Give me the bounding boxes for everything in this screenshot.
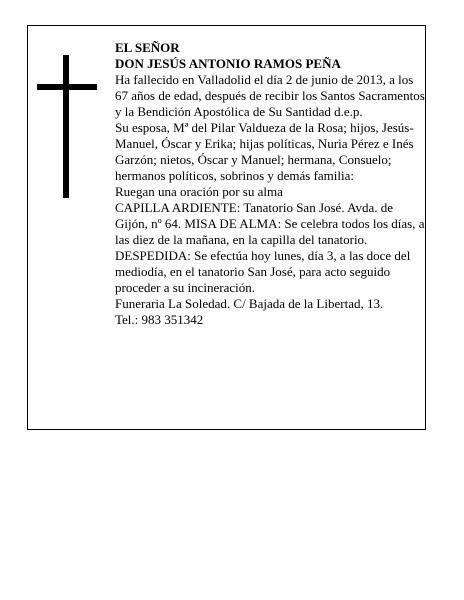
chapel-info: CAPILLA ARDIENTE: Tanatorio San José. Avda. de Gijón, nº 64. MISA DE ALMA: Se celebra todos los días, a las diez de la mañana, en la capilla del tanatorio. [115, 200, 425, 247]
obituary-heading: EL SEÑOR [115, 40, 180, 55]
funeral-home: Funeraria La Soledad. C/ Bajada de la Libertad, 13. [115, 296, 384, 311]
family-list: Su esposa, Mª del Pilar Valdueza de la Rosa; hijos, Jesús-Manuel, Óscar y Erika; hijas políticas, Nuria Pérez e Inés Garzón; nietos, Óscar y Manuel; hermana, Consuelo; hermanos políticos, sobrinos y demás familia: [115, 120, 414, 183]
phone-number: Tel.: 983 351342 [115, 312, 204, 327]
death-announcement: Ha fallecido en Valladolid el día 2 de junio de 2013, a los 67 años de edad, después de recibir los Santos Sacramentos y la Bendición Apostólica de Su Santidad d.e.p. [115, 72, 425, 119]
deceased-name: DON JESÚS ANTONIO RAMOS PEÑA [115, 56, 341, 71]
obituary-text [115, 40, 427, 328]
farewell-info: DESPEDIDA: Se efectúa hoy lunes, día 3, a las doce del mediodía, en el tanatorio San José, para acto seguido proceder a su incineración. [115, 248, 411, 295]
cross-vertical-bar [63, 55, 69, 198]
cross-horizontal-bar [37, 84, 97, 90]
prayer-request: Ruegan una oración por su alma [115, 184, 283, 199]
